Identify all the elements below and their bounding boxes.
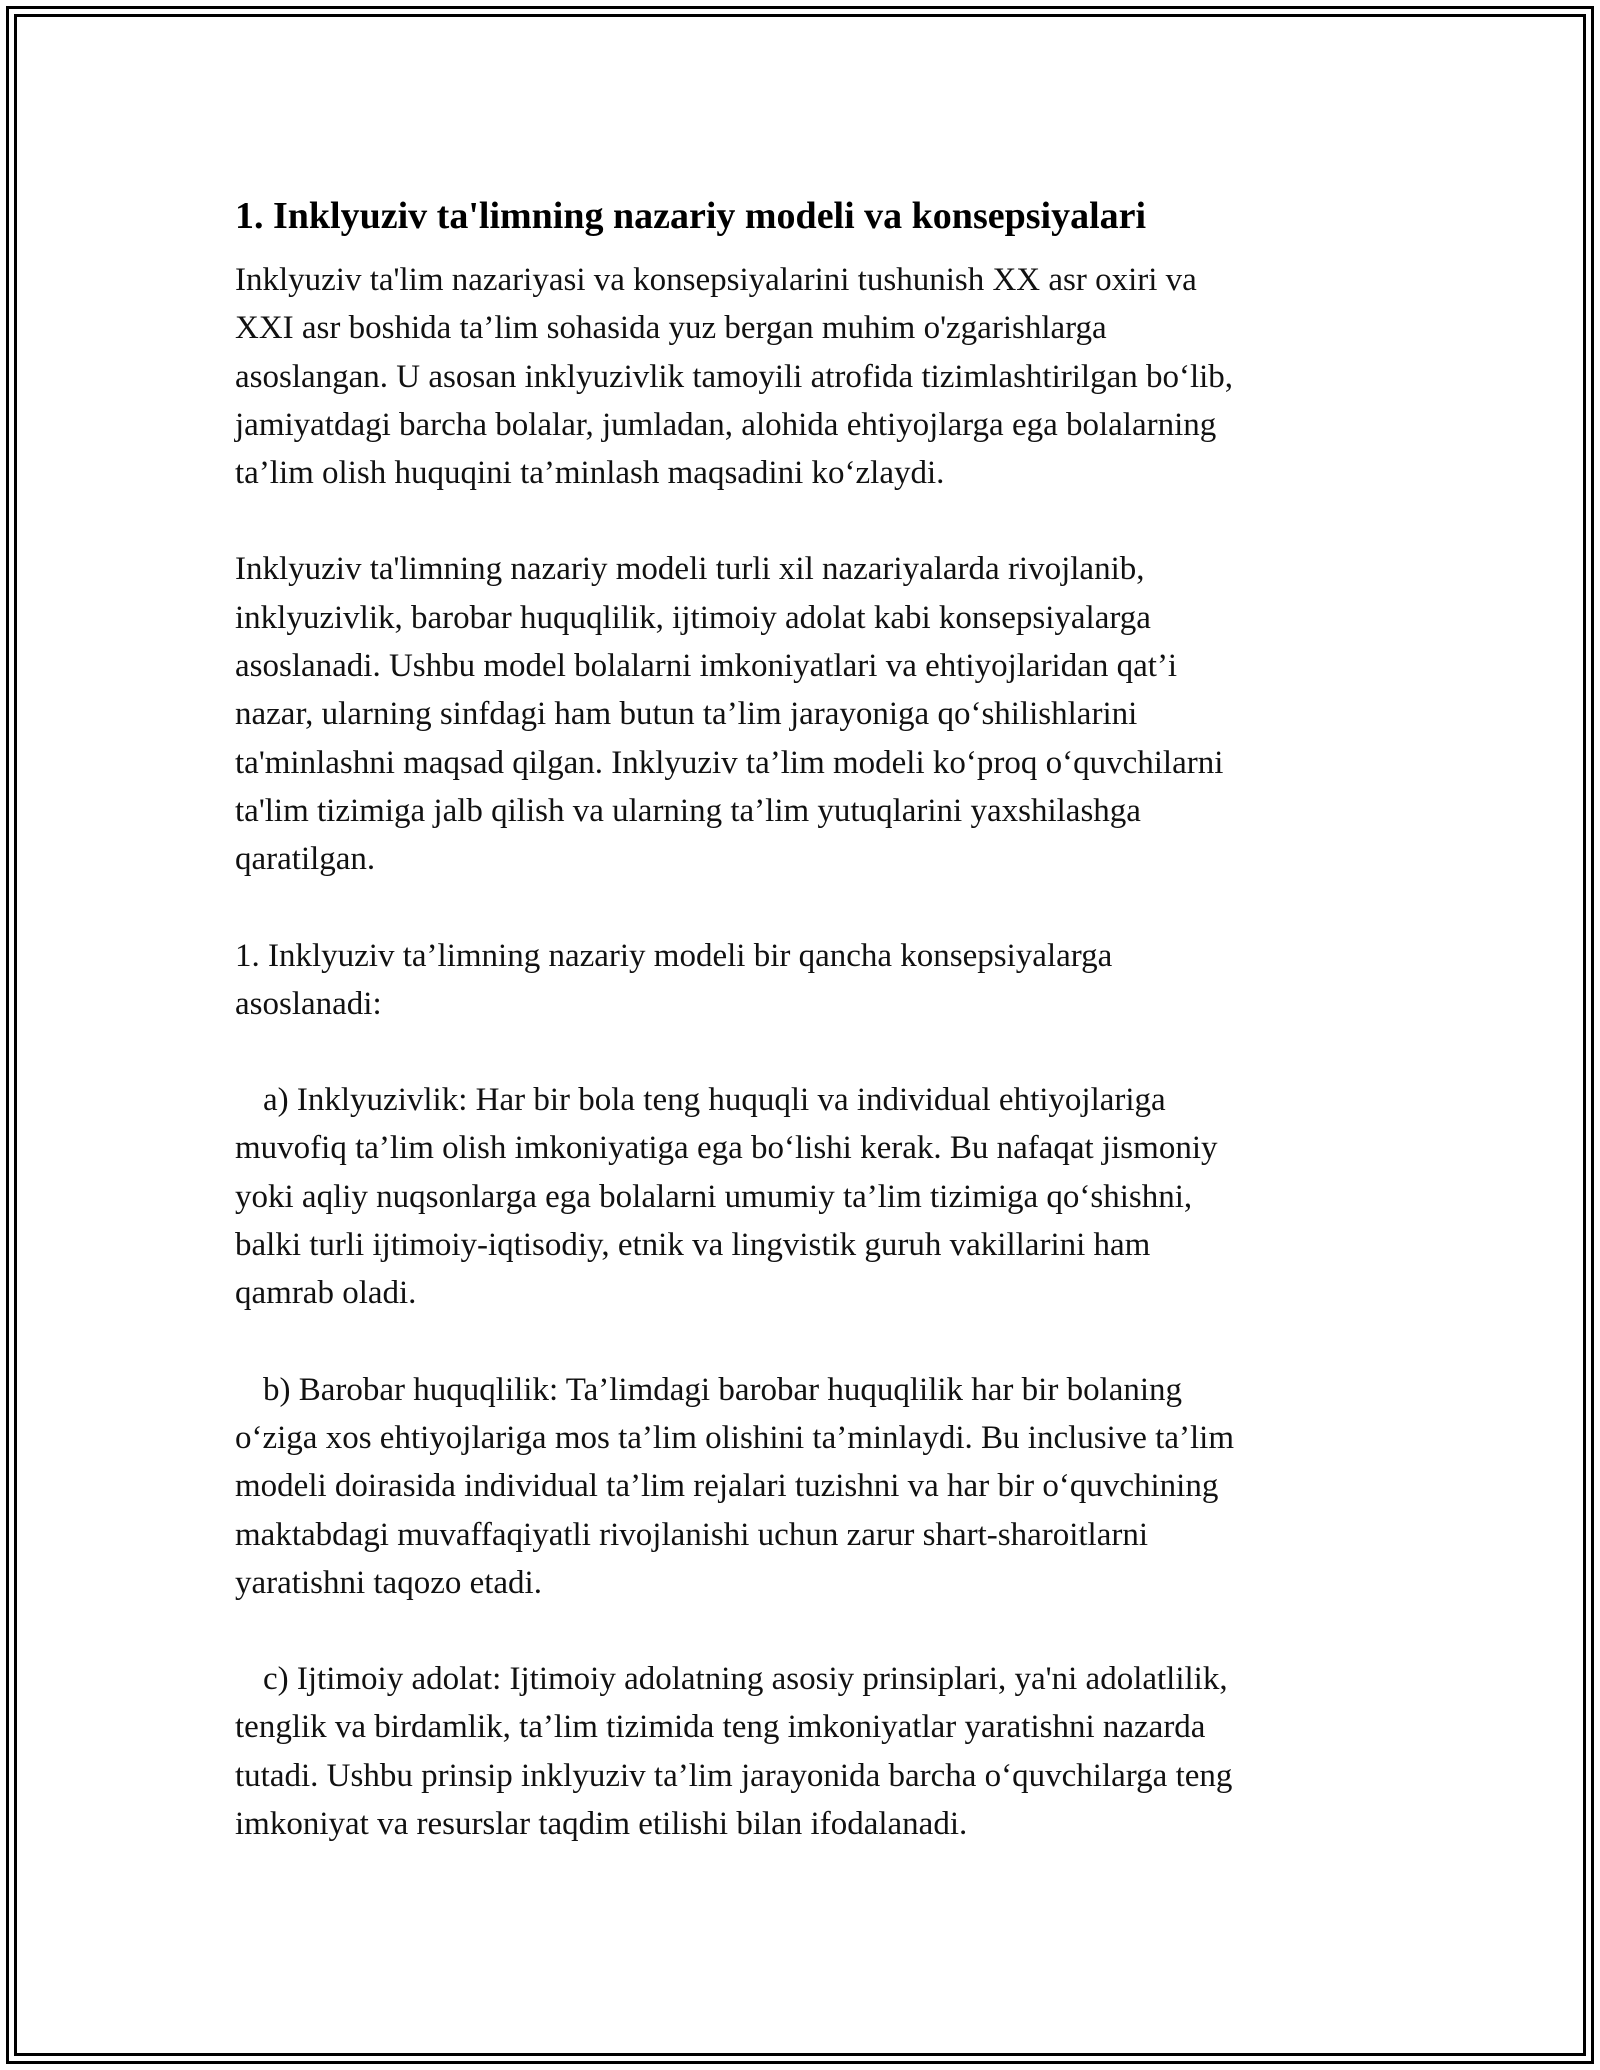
paragraph-list-intro	[235, 932, 1365, 1029]
text-line: qaratilgan.	[235, 841, 376, 878]
text-line: maktabdagi muvaffaqiyatli rivojlanishi uchun zarur shart-sharoitlarni	[235, 1516, 1149, 1553]
text-line: inklyuzivlik, barobar huquqlilik, ijtimoiy adolat kabi konsepsiyalarga	[235, 599, 1151, 636]
text-line: ta'minlashni maqsad qilgan. Inklyuziv ta’lim modeli ko‘proq o‘quvchilarni	[235, 744, 1224, 781]
text-line: balki turli ijtimoiy-iqtisodiy, etnik va lingvistik guruh vakillarini ham	[235, 1227, 1151, 1264]
section-heading: 1. Inklyuziv ta'limning nazariy modeli va konsepsiyalari	[235, 195, 1147, 237]
text-line: Inklyuziv ta'lim nazariyasi va konsepsiyalarini tushunish XX asr oxiri va	[235, 262, 1197, 298]
text-line: tutadi. Ushbu prinsip inklyuziv ta’lim jarayonida barcha o‘quvchilarga teng	[235, 1757, 1233, 1794]
list-item-b	[235, 1366, 1365, 1607]
text-line: muvofiq ta’lim olish imkoniyatiga ega bo‘lishi kerak. Bu nafaqat jismoniy	[235, 1130, 1218, 1167]
document-body	[235, 188, 1365, 1848]
text-line: c) Ijtimoiy adolat: Ijtimoiy adolatning asosiy prinsiplari, ya'ni adolatlilik,	[263, 1661, 1228, 1698]
text-line: yoki aqliy nuqsonlarga ega bolalarni umumiy ta’lim tizimiga qo‘shishni,	[235, 1178, 1193, 1215]
text-line: ta’lim olish huquqini ta’minlash maqsadini ko‘zlaydi.	[235, 455, 945, 492]
text-line: tenglik va birdamlik, ta’lim tizimida teng imkoniyatlar yaratishni nazarda	[235, 1709, 1206, 1746]
text-line: 1. Inklyuziv ta’limning nazariy modeli bir qancha konsepsiyalarga	[235, 937, 1113, 974]
list-item-c	[235, 1655, 1365, 1848]
text-line: Inklyuziv ta'limning nazariy modeli turli xil nazariyalarda rivojlanib,	[235, 551, 1145, 588]
text-line: XXI asr boshida ta’lim sohasida yuz bergan muhim o'zgarishlarga	[235, 310, 1107, 347]
text-line: yaratishni taqozo etadi.	[235, 1564, 542, 1601]
text-line: asoslangan. U asosan inklyuzivlik tamoyili atrofida tizimlashtirilgan bo‘lib,	[235, 358, 1234, 395]
text-line: ta'lim tizimiga jalb qilish va ularning ta’lim yutuqlarini yaxshilashga	[235, 792, 1141, 829]
text-line: asoslanadi. Ushbu model bolalarni imkoniyatlari va ehtiyojlaridan qat’i	[235, 648, 1178, 685]
text-line: a) Inklyuzivlik: Har bir bola teng huquqli va individual ehtiyojlariga	[263, 1082, 1166, 1119]
text-line: qamrab oladi.	[235, 1275, 417, 1312]
text-line: nazar, ularning sinfdagi ham butun ta’lim jarayoniga qo‘shilishlarini	[235, 696, 1138, 733]
paragraph-intro	[235, 256, 1365, 497]
paragraph-model	[235, 545, 1365, 883]
text-line: imkoniyat va resurslar taqdim etilishi bilan ifodalanadi.	[235, 1806, 968, 1843]
text-line: b) Barobar huquqlilik: Ta’limdagi barobar huquqlilik har bir bolaning	[263, 1371, 1183, 1408]
list-item-a	[235, 1076, 1365, 1317]
text-line: o‘ziga xos ehtiyojlariga mos ta’lim olishini ta’minlaydi. Bu inclusive ta’lim	[235, 1419, 1234, 1456]
text-line: modeli doirasida individual ta’lim rejalari tuzishni va har bir o‘quvchining	[235, 1468, 1219, 1505]
text-line: jamiyatdagi barcha bolalar, jumladan, alohida ehtiyojlarga ega bolalarning	[235, 406, 1217, 443]
text-line: asoslanadi:	[235, 985, 382, 1022]
